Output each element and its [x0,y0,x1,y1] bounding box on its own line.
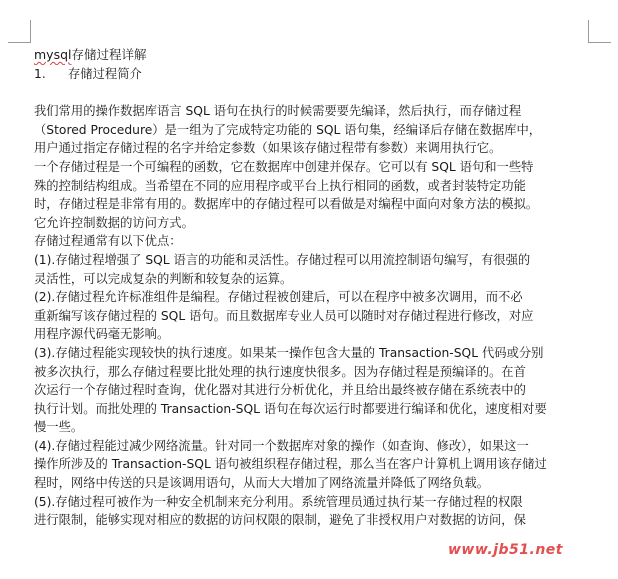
text-line: 我们常用的操作数据库语言 SQL 语句在执行的时候需要要先编译，然后执行，而存储过程 [34,104,522,119]
text-line: 被多次执行，那么存储过程要比批处理的执行速度快很多。因为存储过程是预编译的。在首 [34,364,526,379]
text-line: 一个存储过程是一个可编程的函数，它在数据库中创建并保存。它可以有 SQL 语句和一些特 [34,159,534,174]
text-line: (1).存储过程增强了 SQL 语言的功能和灵活性。存储过程可以用流控制语句编写，有很强的 [34,252,531,267]
heading-number: 1. [34,66,46,81]
text-line: 操作所涉及的 Transaction-SQL 语句被组织程存储过程，那么当在客户计算机上调用该存储过 [34,457,547,472]
text-line: 用户通过指定存储过程的名字并给定参数（如果该存储过程带有参数）来调用执行它。 [34,141,502,156]
crop-mark-top-left [8,20,31,43]
text-line: 用程序源代码毫无影响。 [34,327,170,342]
section-heading [34,65,594,84]
paragraph-gap [34,83,594,102]
text-line: 程时，网络中传送的只是该调用语句，从而大大增加了网络流量并降低了网络负载。 [34,476,489,491]
crop-mark-top-right [588,20,611,43]
text-line: (5).存储过程可被作为一种安全机制来充分利用。系统管理员通过执行某一存储过程的权限 [34,494,523,509]
title-rest: 存储过程详解 [71,47,147,62]
text-line: 它允许控制数据的访问方式。 [34,215,194,230]
text-line: (4).存储过程能过减少网络流量。针对同一个数据库对象的操作（如查询、修改），如果这一 [34,438,529,453]
text-line: (2).存储过程允许标准组件是编程。存储过程被创建后，可以在程序中被多次调用，而不必 [34,290,523,305]
text-line: 慢一些。 [34,420,84,435]
document-body[interactable] [34,46,594,530]
text-line: （Stored Procedure）是一组为了完成特定功能的 SQL 语句集，经编译后存储在数据库中， [34,122,542,137]
text-line: 次运行一个存储过程时查询，优化器对其进行分析优化，并且给出最终被存储在系统表中的 [34,383,526,398]
text-line: 时，存储过程是非常有用的。数据库中的存储过程可以看做是对编程中面向对象方法的模拟。 [34,197,539,212]
text-line: 殊的控制结构组成。当希望在不同的应用程序或平台上执行相同的函数，或者封装特定功能 [34,178,526,193]
text-line: 灵活性，可以完成复杂的判断和较复杂的运算。 [34,271,293,286]
text-line: (3).存储过程能实现较快的执行速度。如果某一操作包含大量的 Transaction-SQL 代码或分别 [34,345,544,360]
text-line: 进行限制，能够实现对相应的数据的访问权限的限制，避免了非授权用户对数据的访问，保 [34,513,526,528]
watermark: www.jb51.net [448,542,563,558]
text-line: 执行计划。而批处理的 Transaction-SQL 语句在每次运行时都要进行编译和优化，速度相对要 [34,401,547,416]
text-line: 重新编写该存储过程的 SQL 语句。而且数据库专业人员可以随时对存储过程进行修改，对应 [34,308,534,323]
title-prefix: mysql [34,47,72,62]
document-title [34,46,594,65]
text-line: 存储过程通常有以下优点： [34,234,182,249]
heading-text: 存储过程简介 [68,66,142,81]
